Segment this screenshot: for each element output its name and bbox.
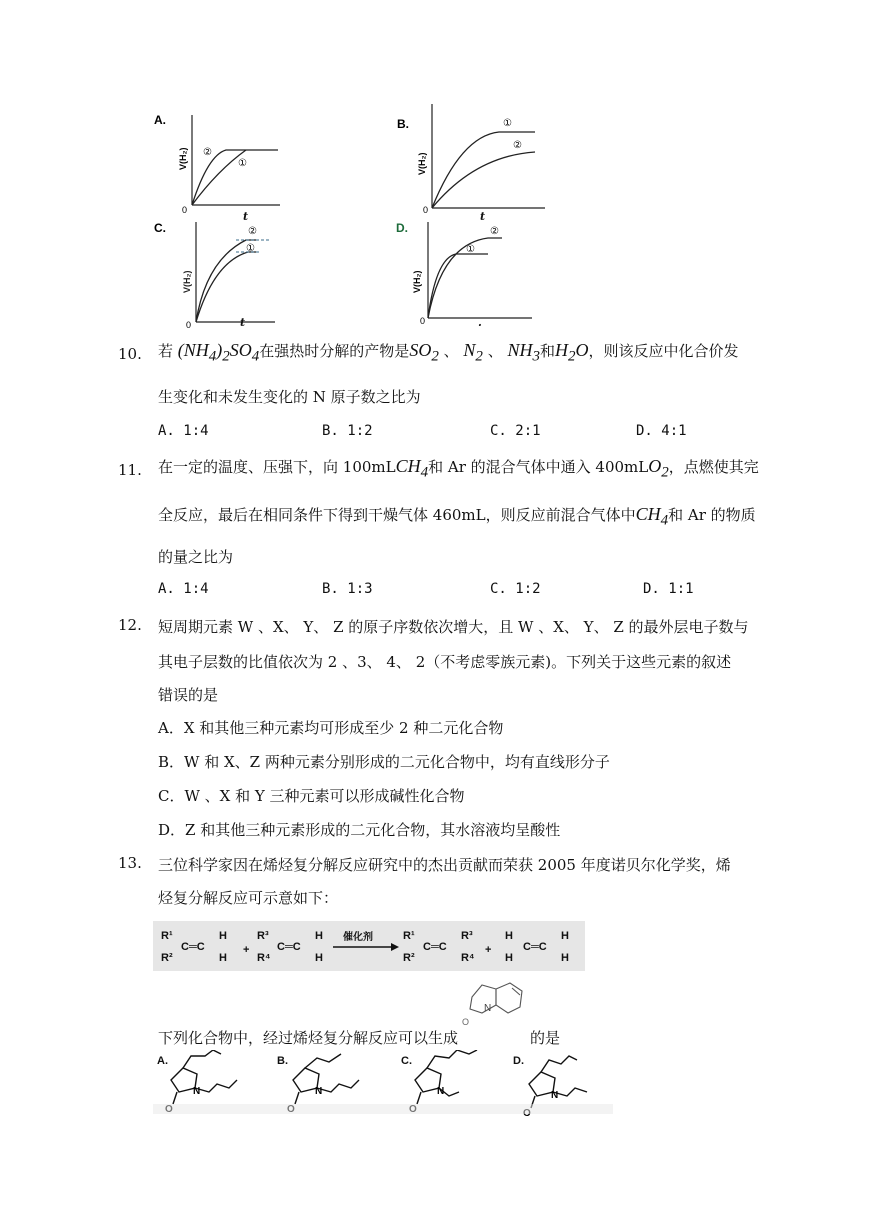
q11-line-2: 全反应，最后在相同条件下得到干燥气体 460mL，则反应前混合气体中$CH_4$和 Ar 的物质 [158, 504, 756, 529]
svg-text:H: H [561, 930, 569, 942]
q12-option-c[interactable]: C．W 、X 和 Y 三种元素可以形成碱性化合物 [158, 787, 465, 805]
svg-text:N: N [484, 1003, 492, 1014]
svg-text:N: N [193, 1086, 201, 1097]
chart-d-curve-1: ① [466, 244, 475, 255]
chart-a-ylabel: V(H₂) [178, 147, 188, 170]
chart-option-d [392, 218, 552, 330]
svg-text:H: H [561, 952, 569, 964]
chart-b-label: B. [397, 117, 409, 131]
q11-line-3: 的量之比为 [158, 548, 234, 566]
catalyst-label: 催化剂 [343, 932, 373, 943]
chart-c-ylabel: V(H₂) [182, 270, 192, 293]
q12-number: 12. [118, 616, 142, 634]
svg-text:C═C: C═C [423, 941, 447, 953]
q13-line-3: 下列化合物中，经过烯烃复分解反应可以生成 的是 [158, 1029, 561, 1047]
chart-a-xlabel: t [243, 210, 249, 223]
q12-line-3: 错误的是 [158, 686, 219, 704]
svg-text:O: O [462, 1017, 470, 1027]
q10-option-a[interactable]: A. 1:4 [158, 423, 209, 439]
q10-option-c[interactable]: C. 2:1 [490, 423, 541, 439]
svg-text:R¹: R¹ [403, 930, 415, 942]
svg-text:H: H [219, 952, 227, 964]
chart-a-curve-2: ② [203, 147, 212, 158]
svg-text:R³: R³ [257, 930, 269, 942]
q11-option-a[interactable]: A. 1:4 [158, 581, 209, 597]
chart-b-ylabel: V(H₂) [417, 152, 427, 175]
q10-line-1: 若 $(NH_4)_2SO_4$在强热时分解的产物是$SO_2$ 、 $N_2$ 、 $NH_3$和$H_2O$，则该反应中化合价发 [158, 340, 739, 365]
svg-text:R⁴: R⁴ [257, 952, 271, 964]
scan-artifact-strip [153, 1104, 613, 1114]
chart-c-label: C. [154, 221, 166, 235]
svg-text:C═C: C═C [523, 941, 547, 953]
chart-c-curve-1: ① [246, 243, 255, 254]
svg-text:H: H [505, 930, 513, 942]
chart-c-origin: 0 [186, 320, 192, 330]
q12-option-d[interactable]: D．Z 和其他三种元素形成的二元化合物，其水溶液均呈酸性 [158, 821, 561, 839]
svg-text:+: + [485, 944, 492, 956]
q12-line-1: 短周期元素 W 、X、 Y、 Z 的原子序数依次增大，且 W 、X、 Y、 Z 的最外层电子数与 [158, 618, 749, 636]
chart-d-ylabel: V(H₂) [412, 270, 422, 293]
q10-option-d[interactable]: D. 4:1 [636, 423, 687, 439]
svg-text:H: H [219, 930, 227, 942]
chart-a-origin: 0 [182, 205, 188, 215]
chart-d-xlabel: . [478, 316, 482, 329]
chart-a-curve-1: ① [238, 158, 247, 169]
svg-text:C═C: C═C [181, 941, 205, 953]
chart-a-label: A. [154, 113, 166, 127]
chart-b-origin: 0 [423, 205, 429, 215]
svg-text:R³: R³ [461, 930, 473, 942]
svg-text:H: H [505, 952, 513, 964]
chart-d-origin: 0 [420, 316, 426, 326]
chart-c-xlabel: t [240, 316, 246, 329]
chart-b-curve-1: ① [503, 118, 512, 129]
q13-option-c-label[interactable]: C. [401, 1055, 412, 1067]
chart-option-b [395, 100, 555, 215]
q12-line-2: 其电子层数的比值依次为 2 、3、 4、 2（不考虑零族元素)。下列关于这些元素的叙述 [158, 653, 732, 671]
q12-option-b[interactable]: B．W 和 X、Z 两种元素分别形成的二元化合物中，均有直线形分子 [158, 753, 610, 771]
q11-line-1: 在一定的温度、压强下，向 100mLCH$_4$和 Ar 的混合气体中通入 400mLO$_2$，点燃使其完 [158, 456, 759, 481]
q13-option-b-label[interactable]: B. [277, 1055, 288, 1067]
svg-text:C═C: C═C [277, 941, 301, 953]
chart-d-label: D. [396, 221, 408, 235]
svg-text:N: N [315, 1086, 323, 1097]
metathesis-reaction-scheme [153, 921, 585, 971]
q10-option-b[interactable]: B. 1:2 [322, 423, 373, 439]
chart-option-c [150, 218, 300, 330]
svg-text:R²: R² [161, 952, 173, 964]
svg-text:+: + [243, 944, 250, 956]
chart-option-a [150, 110, 300, 215]
svg-text:H: H [315, 930, 323, 942]
svg-text:N: N [551, 1090, 559, 1101]
svg-text:N: N [437, 1086, 445, 1097]
q13-option-d-label[interactable]: D. [513, 1055, 524, 1067]
chart-b-curve-2: ② [513, 140, 522, 151]
q13-line-2: 烃复分解反应可示意如下： [158, 889, 339, 907]
q13-line-1: 三位科学家因在烯烃复分解反应研究中的杰出贡献而荣获 2005 年度诺贝尔化学奖，烯 [158, 856, 731, 874]
svg-text:R¹: R¹ [161, 930, 173, 942]
svg-text:R⁴: R⁴ [461, 952, 475, 964]
q11-option-b[interactable]: B. 1:3 [322, 581, 373, 597]
q10-line-2: 生变化和未发生变化的 N 原子数之比为 [158, 388, 421, 406]
q11-option-c[interactable]: C. 1:2 [490, 581, 541, 597]
q11-number: 11. [118, 461, 142, 479]
svg-text:R²: R² [403, 952, 415, 964]
chart-d-curve-2: ② [490, 226, 499, 237]
q12-option-a[interactable]: A．X 和其他三种元素均可形成至少 2 种二元化合物 [158, 719, 504, 737]
q13-option-a-label[interactable]: A. [157, 1055, 168, 1067]
chart-c-curve-2: ② [248, 226, 257, 237]
svg-text:H: H [315, 952, 323, 964]
chart-b-xlabel: t [480, 210, 486, 223]
q13-number: 13. [118, 854, 142, 872]
q10-number: 10. [118, 345, 142, 363]
q11-option-d[interactable]: D. 1:1 [643, 581, 694, 597]
